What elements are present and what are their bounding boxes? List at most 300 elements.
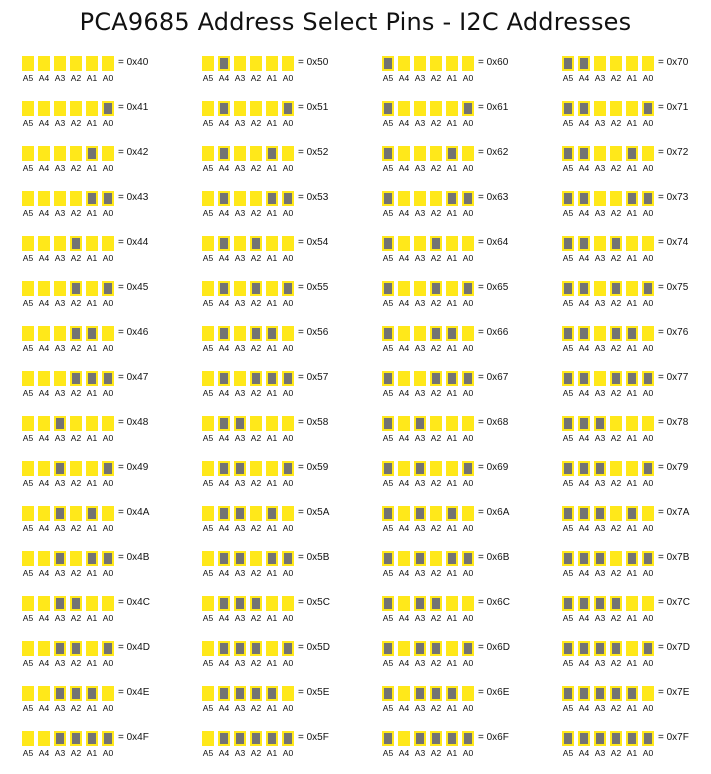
pin-label: A2 <box>70 208 82 218</box>
pin-label: A2 <box>70 253 82 263</box>
bridged-jumper-pad <box>282 191 294 206</box>
address-entry <box>202 551 372 589</box>
bridged-jumper-pad <box>282 641 294 656</box>
bridged-jumper-pad <box>562 56 574 71</box>
pin-label: A4 <box>218 433 230 443</box>
open-jumper-pad <box>398 461 410 476</box>
pin-label: A1 <box>86 163 98 173</box>
pin-label: A0 <box>102 208 114 218</box>
open-jumper-pad <box>202 416 214 431</box>
bridged-jumper-pad <box>234 551 246 566</box>
pin-label: A1 <box>446 568 458 578</box>
open-jumper-pad <box>38 281 50 296</box>
open-jumper-pad <box>22 56 34 71</box>
open-jumper-pad <box>642 416 654 431</box>
bridged-jumper-pad <box>218 101 230 116</box>
pin-label: A2 <box>430 658 442 668</box>
bridged-jumper-pad <box>86 371 98 386</box>
bridged-jumper-pad <box>462 191 474 206</box>
open-jumper-pad <box>414 56 426 71</box>
address-entry <box>202 731 372 769</box>
pin-label: A0 <box>642 298 654 308</box>
pin-label: A4 <box>398 703 410 713</box>
address-entry <box>22 191 192 229</box>
address-entry <box>202 191 372 229</box>
pin-label: A3 <box>414 163 426 173</box>
pin-label: A1 <box>266 388 278 398</box>
pin-label: A4 <box>398 298 410 308</box>
open-jumper-pad <box>250 461 262 476</box>
pin-label: A2 <box>610 748 622 758</box>
pin-label: A5 <box>382 568 394 578</box>
open-jumper-pad <box>266 101 278 116</box>
i2c-address-label: = 0x69 <box>478 462 509 473</box>
pin-label: A3 <box>414 703 426 713</box>
pin-label: A3 <box>54 388 66 398</box>
pin-label: A0 <box>642 208 654 218</box>
address-entry <box>22 731 192 769</box>
open-jumper-pad <box>398 641 410 656</box>
bridged-jumper-pad <box>446 506 458 521</box>
bridged-jumper-pad <box>562 281 574 296</box>
pin-label: A0 <box>102 343 114 353</box>
pin-label: A3 <box>594 163 606 173</box>
open-jumper-pad <box>22 461 34 476</box>
open-jumper-pad <box>22 731 34 746</box>
bridged-jumper-pad <box>382 416 394 431</box>
bridged-jumper-pad <box>414 731 426 746</box>
open-jumper-pad <box>398 101 410 116</box>
pin-label: A1 <box>446 433 458 443</box>
i2c-address-label: = 0x76 <box>658 327 689 338</box>
bridged-jumper-pad <box>218 281 230 296</box>
pin-label: A3 <box>414 523 426 533</box>
bridged-jumper-pad <box>446 551 458 566</box>
pin-label: A2 <box>70 703 82 713</box>
i2c-address-label: = 0x77 <box>658 372 689 383</box>
i2c-address-label: = 0x42 <box>118 147 149 158</box>
i2c-address-label: = 0x6A <box>478 507 510 518</box>
open-jumper-pad <box>626 56 638 71</box>
pin-label: A1 <box>86 118 98 128</box>
pin-label: A0 <box>282 73 294 83</box>
pin-label: A4 <box>38 613 50 623</box>
open-jumper-pad <box>266 236 278 251</box>
pin-label: A1 <box>446 388 458 398</box>
i2c-address-label: = 0x61 <box>478 102 509 113</box>
pin-label: A0 <box>642 613 654 623</box>
pin-label: A3 <box>234 433 246 443</box>
address-entry <box>382 641 552 679</box>
bridged-jumper-pad <box>578 596 590 611</box>
open-jumper-pad <box>610 146 622 161</box>
pin-label: A2 <box>610 208 622 218</box>
pin-label: A3 <box>594 613 606 623</box>
pin-label: A4 <box>398 388 410 398</box>
open-jumper-pad <box>642 686 654 701</box>
address-entry <box>382 731 552 769</box>
bridged-jumper-pad <box>234 641 246 656</box>
open-jumper-pad <box>266 461 278 476</box>
open-jumper-pad <box>282 236 294 251</box>
address-entry <box>202 236 372 274</box>
bridged-jumper-pad <box>642 641 654 656</box>
open-jumper-pad <box>70 506 82 521</box>
pin-label: A5 <box>202 163 214 173</box>
open-jumper-pad <box>446 416 458 431</box>
open-jumper-pad <box>102 146 114 161</box>
open-jumper-pad <box>266 641 278 656</box>
bridged-jumper-pad <box>462 281 474 296</box>
i2c-address-label: = 0x60 <box>478 57 509 68</box>
i2c-address-label: = 0x47 <box>118 372 149 383</box>
open-jumper-pad <box>626 641 638 656</box>
i2c-address-label: = 0x7D <box>658 642 690 653</box>
bridged-jumper-pad <box>54 506 66 521</box>
pin-label: A5 <box>382 298 394 308</box>
open-jumper-pad <box>234 101 246 116</box>
pin-label: A5 <box>562 748 574 758</box>
pin-label: A4 <box>578 118 590 128</box>
pin-label: A4 <box>38 478 50 488</box>
pin-label: A1 <box>446 118 458 128</box>
open-jumper-pad <box>594 236 606 251</box>
pin-label: A4 <box>38 208 50 218</box>
open-jumper-pad <box>642 326 654 341</box>
pin-label: A0 <box>642 118 654 128</box>
pin-label: A1 <box>266 658 278 668</box>
pin-label: A2 <box>250 163 262 173</box>
open-jumper-pad <box>102 236 114 251</box>
pin-label: A5 <box>202 298 214 308</box>
i2c-address-label: = 0x71 <box>658 102 689 113</box>
open-jumper-pad <box>38 461 50 476</box>
bridged-jumper-pad <box>594 416 606 431</box>
open-jumper-pad <box>282 506 294 521</box>
pin-label: A4 <box>38 163 50 173</box>
pin-label: A0 <box>102 253 114 263</box>
open-jumper-pad <box>462 506 474 521</box>
address-entry <box>22 551 192 589</box>
i2c-address-label: = 0x7C <box>658 597 690 608</box>
open-jumper-pad <box>250 416 262 431</box>
pin-label: A3 <box>54 298 66 308</box>
open-jumper-pad <box>446 461 458 476</box>
bridged-jumper-pad <box>594 686 606 701</box>
page-title: PCA9685 Address Select Pins - I2C Addresses <box>79 8 632 36</box>
open-jumper-pad <box>462 56 474 71</box>
address-entry <box>382 281 552 319</box>
pin-label: A1 <box>626 478 638 488</box>
bridged-jumper-pad <box>414 461 426 476</box>
pin-label: A2 <box>250 73 262 83</box>
pin-label: A1 <box>446 343 458 353</box>
bridged-jumper-pad <box>430 731 442 746</box>
pin-label: A2 <box>430 118 442 128</box>
pin-label: A2 <box>430 388 442 398</box>
pin-label: A2 <box>250 658 262 668</box>
address-entry <box>22 101 192 139</box>
pin-label: A1 <box>266 523 278 533</box>
pin-label: A1 <box>86 433 98 443</box>
pin-label: A3 <box>594 118 606 128</box>
bridged-jumper-pad <box>462 461 474 476</box>
open-jumper-pad <box>266 416 278 431</box>
pin-label: A5 <box>22 343 34 353</box>
pin-label: A4 <box>218 478 230 488</box>
pin-label: A1 <box>86 343 98 353</box>
pin-label: A5 <box>562 523 574 533</box>
pin-label: A2 <box>250 568 262 578</box>
open-jumper-pad <box>594 101 606 116</box>
open-jumper-pad <box>54 101 66 116</box>
bridged-jumper-pad <box>414 551 426 566</box>
pin-label: A1 <box>86 208 98 218</box>
bridged-jumper-pad <box>282 551 294 566</box>
i2c-address-label: = 0x70 <box>658 57 689 68</box>
open-jumper-pad <box>594 281 606 296</box>
pin-label: A1 <box>626 433 638 443</box>
bridged-jumper-pad <box>610 596 622 611</box>
pin-label: A2 <box>430 208 442 218</box>
pin-label: A4 <box>578 343 590 353</box>
open-jumper-pad <box>250 506 262 521</box>
open-jumper-pad <box>102 506 114 521</box>
pin-label: A4 <box>218 208 230 218</box>
bridged-jumper-pad <box>54 551 66 566</box>
bridged-jumper-pad <box>610 326 622 341</box>
pin-label: A1 <box>86 568 98 578</box>
pin-label: A2 <box>430 163 442 173</box>
pin-label: A1 <box>266 208 278 218</box>
open-jumper-pad <box>22 371 34 386</box>
bridged-jumper-pad <box>218 416 230 431</box>
i2c-address-label: = 0x45 <box>118 282 149 293</box>
pin-label: A4 <box>398 118 410 128</box>
bridged-jumper-pad <box>382 461 394 476</box>
bridged-jumper-pad <box>462 731 474 746</box>
pin-label: A4 <box>398 523 410 533</box>
bridged-jumper-pad <box>414 686 426 701</box>
pin-label: A0 <box>282 478 294 488</box>
open-jumper-pad <box>70 56 82 71</box>
i2c-address-label: = 0x5C <box>298 597 330 608</box>
pin-label: A5 <box>22 118 34 128</box>
pin-label: A3 <box>54 658 66 668</box>
bridged-jumper-pad <box>578 551 590 566</box>
i2c-address-label: = 0x43 <box>118 192 149 203</box>
pin-label: A4 <box>578 208 590 218</box>
open-jumper-pad <box>38 101 50 116</box>
bridged-jumper-pad <box>54 461 66 476</box>
pin-label: A3 <box>414 298 426 308</box>
pin-label: A0 <box>462 478 474 488</box>
open-jumper-pad <box>38 731 50 746</box>
open-jumper-pad <box>398 146 410 161</box>
pin-label: A5 <box>382 388 394 398</box>
pin-label: A5 <box>22 568 34 578</box>
open-jumper-pad <box>642 506 654 521</box>
pin-label: A3 <box>594 523 606 533</box>
pin-label: A1 <box>86 523 98 533</box>
pin-label: A2 <box>430 568 442 578</box>
pin-label: A4 <box>578 613 590 623</box>
pin-label: A2 <box>250 208 262 218</box>
pin-label: A2 <box>430 613 442 623</box>
pin-label: A3 <box>54 253 66 263</box>
bridged-jumper-pad <box>382 686 394 701</box>
pin-label: A5 <box>562 118 574 128</box>
bridged-jumper-pad <box>610 236 622 251</box>
pin-label: A3 <box>234 73 246 83</box>
pin-label: A0 <box>102 703 114 713</box>
i2c-address-label: = 0x4F <box>118 732 149 743</box>
open-jumper-pad <box>594 191 606 206</box>
pin-label: A3 <box>594 343 606 353</box>
open-jumper-pad <box>38 326 50 341</box>
address-entry <box>562 551 711 589</box>
address-entry <box>562 731 711 769</box>
open-jumper-pad <box>86 641 98 656</box>
pin-label: A1 <box>626 568 638 578</box>
i2c-address-label: = 0x4A <box>118 507 150 518</box>
address-entry <box>382 551 552 589</box>
i2c-address-label: = 0x6B <box>478 552 510 563</box>
pin-label: A1 <box>446 163 458 173</box>
address-entry <box>202 461 372 499</box>
open-jumper-pad <box>430 146 442 161</box>
bridged-jumper-pad <box>462 551 474 566</box>
open-jumper-pad <box>102 56 114 71</box>
open-jumper-pad <box>234 146 246 161</box>
address-entry <box>22 641 192 679</box>
bridged-jumper-pad <box>102 461 114 476</box>
open-jumper-pad <box>22 686 34 701</box>
open-jumper-pad <box>202 281 214 296</box>
bridged-jumper-pad <box>382 731 394 746</box>
open-jumper-pad <box>38 596 50 611</box>
pin-label: A0 <box>282 118 294 128</box>
open-jumper-pad <box>642 236 654 251</box>
address-entry <box>562 146 711 184</box>
bridged-jumper-pad <box>86 326 98 341</box>
bridged-jumper-pad <box>562 146 574 161</box>
pin-label: A3 <box>234 163 246 173</box>
pin-label: A2 <box>70 73 82 83</box>
pin-label: A5 <box>382 118 394 128</box>
pin-label: A0 <box>462 388 474 398</box>
open-jumper-pad <box>594 326 606 341</box>
i2c-address-label: = 0x64 <box>478 237 509 248</box>
bridged-jumper-pad <box>70 326 82 341</box>
pin-label: A5 <box>202 118 214 128</box>
pin-label: A4 <box>218 298 230 308</box>
i2c-address-label: = 0x55 <box>298 282 329 293</box>
i2c-address-label: = 0x58 <box>298 417 329 428</box>
open-jumper-pad <box>70 416 82 431</box>
bridged-jumper-pad <box>430 641 442 656</box>
open-jumper-pad <box>414 371 426 386</box>
bridged-jumper-pad <box>54 641 66 656</box>
bridged-jumper-pad <box>250 641 262 656</box>
pin-label: A3 <box>594 433 606 443</box>
open-jumper-pad <box>234 281 246 296</box>
i2c-address-label: = 0x54 <box>298 237 329 248</box>
open-jumper-pad <box>38 686 50 701</box>
pin-label: A3 <box>594 298 606 308</box>
bridged-jumper-pad <box>594 461 606 476</box>
open-jumper-pad <box>446 641 458 656</box>
bridged-jumper-pad <box>462 101 474 116</box>
i2c-address-label: = 0x67 <box>478 372 509 383</box>
bridged-jumper-pad <box>446 731 458 746</box>
open-jumper-pad <box>86 416 98 431</box>
open-jumper-pad <box>610 506 622 521</box>
open-jumper-pad <box>446 236 458 251</box>
pin-label: A2 <box>430 73 442 83</box>
bridged-jumper-pad <box>578 56 590 71</box>
open-jumper-pad <box>446 56 458 71</box>
pin-label: A2 <box>610 253 622 263</box>
pin-label: A4 <box>398 433 410 443</box>
bridged-jumper-pad <box>430 281 442 296</box>
open-jumper-pad <box>266 596 278 611</box>
pin-label: A0 <box>462 163 474 173</box>
bridged-jumper-pad <box>430 326 442 341</box>
bridged-jumper-pad <box>102 731 114 746</box>
pin-label: A0 <box>642 703 654 713</box>
open-jumper-pad <box>22 551 34 566</box>
bridged-jumper-pad <box>86 506 98 521</box>
bridged-jumper-pad <box>70 596 82 611</box>
address-entry <box>382 506 552 544</box>
pin-label: A5 <box>202 208 214 218</box>
pin-label: A5 <box>382 208 394 218</box>
pin-label: A4 <box>578 253 590 263</box>
i2c-address-label: = 0x44 <box>118 237 149 248</box>
bridged-jumper-pad <box>234 506 246 521</box>
bridged-jumper-pad <box>446 686 458 701</box>
pin-label: A5 <box>382 253 394 263</box>
i2c-address-label: = 0x68 <box>478 417 509 428</box>
address-entry <box>382 191 552 229</box>
bridged-jumper-pad <box>234 686 246 701</box>
bridged-jumper-pad <box>282 371 294 386</box>
bridged-jumper-pad <box>562 371 574 386</box>
pin-label: A2 <box>610 343 622 353</box>
pin-label: A5 <box>202 748 214 758</box>
bridged-jumper-pad <box>218 641 230 656</box>
bridged-jumper-pad <box>626 686 638 701</box>
address-entry <box>22 326 192 364</box>
address-entry <box>382 56 552 94</box>
pin-label: A0 <box>102 523 114 533</box>
address-entry <box>562 236 711 274</box>
pin-label: A2 <box>610 433 622 443</box>
open-jumper-pad <box>86 56 98 71</box>
pin-label: A2 <box>610 658 622 668</box>
bridged-jumper-pad <box>446 326 458 341</box>
pin-label: A5 <box>22 523 34 533</box>
pin-label: A1 <box>86 253 98 263</box>
pin-label: A3 <box>414 208 426 218</box>
pin-label: A1 <box>446 478 458 488</box>
address-entry <box>22 236 192 274</box>
open-jumper-pad <box>430 56 442 71</box>
bridged-jumper-pad <box>70 686 82 701</box>
pin-label: A2 <box>250 118 262 128</box>
pin-label: A1 <box>446 748 458 758</box>
